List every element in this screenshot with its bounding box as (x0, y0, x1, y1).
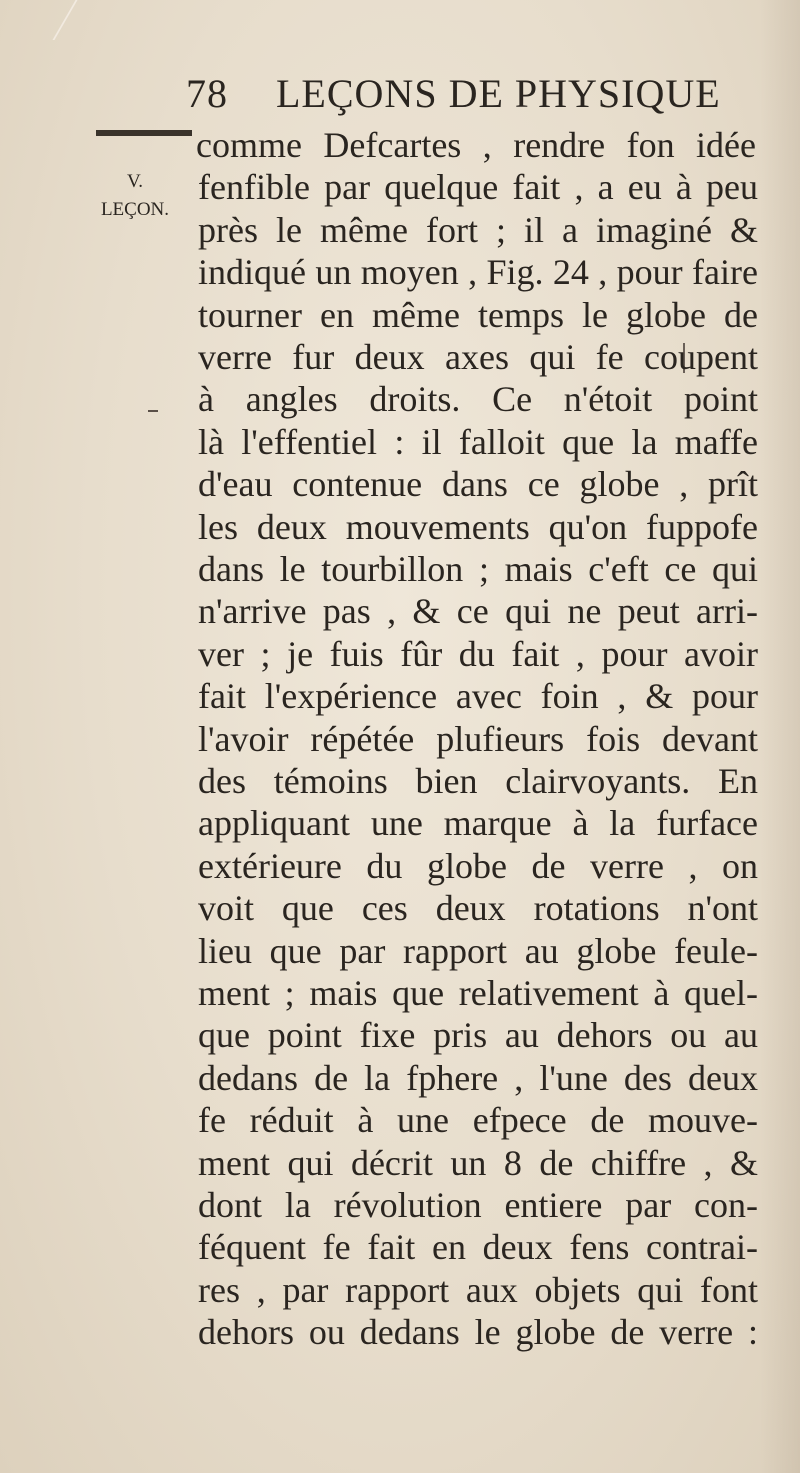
text-line: fe réduit à une efpece de mouve- (198, 1100, 758, 1141)
text-line: voit que ces deux rotations n'ont (198, 888, 758, 929)
text-line: extérieure du globe de verre , on (198, 845, 758, 886)
margin-dash (148, 410, 158, 412)
text-line: ver ; je fuis fûr du fait , pour avoir (198, 633, 758, 674)
text-line: n'arrive pas , & ce qui ne peut arri- (198, 591, 758, 632)
text-line: ment qui décrit un 8 de chiffre , & (198, 1142, 758, 1183)
text-line: lieu que par rapport au globe feule- (198, 930, 758, 971)
catchword-rule (96, 130, 192, 136)
text-line: tourner en même temps le globe de (198, 294, 758, 335)
text-line: comme Defcartes , rendre fon idée (196, 125, 756, 165)
page-edge-shadow (760, 0, 800, 1473)
text-line: l'avoir répétée plufieurs fois devant (198, 718, 758, 759)
page-number: 78 (186, 71, 228, 116)
text-line: que point fixe pris au dehors ou au (198, 1015, 758, 1056)
text-line: féquent fe fait en deux fens contrai- (198, 1227, 758, 1268)
text-line: fait l'expérience avec foin , & pour (198, 676, 758, 717)
text-line: près le même fort ; il a imaginé & (198, 209, 758, 250)
text-line: dans le tourbillon ; mais c'eft ce qui (198, 549, 758, 589)
text-line: indiqué un moyen , Fig. 24 , pour faire (198, 252, 758, 293)
corner-scratch (52, 0, 91, 40)
running-header (186, 70, 746, 120)
text-line: là l'effentiel : il falloit que la maffe (198, 421, 758, 462)
margin-lesson-label: LEÇON. (100, 199, 170, 220)
text-line: dehors ou dedans le globe de verre : (198, 1312, 758, 1353)
text-line: d'eau contenue dans ce globe , prît (198, 464, 758, 505)
text-line: verre fur deux axes qui fe coupent (198, 337, 758, 377)
text-line: ment ; mais que relativement à quel- (198, 973, 758, 1013)
text-line: dont la révolution entiere par con- (198, 1185, 758, 1225)
text-line: appliquant une marque à la furface (198, 803, 758, 844)
text-line: dedans de la fphere , l'une des deux (198, 1057, 758, 1098)
text-line: fenfible par quelque fait , a eu à peu (198, 167, 758, 208)
text-line: les deux mouvements qu'on fuppofe (198, 506, 758, 547)
text-line: des témoins bien clairvoyants. En (198, 761, 758, 801)
text-line: à angles droits. Ce n'étoit point (198, 379, 758, 420)
margin-note (100, 168, 170, 224)
text-line: res , par rapport aux objets qui font (198, 1269, 758, 1310)
running-title: LEÇONS DE PHYSIQUE (276, 71, 721, 116)
margin-lesson-number: V. (126, 171, 144, 192)
